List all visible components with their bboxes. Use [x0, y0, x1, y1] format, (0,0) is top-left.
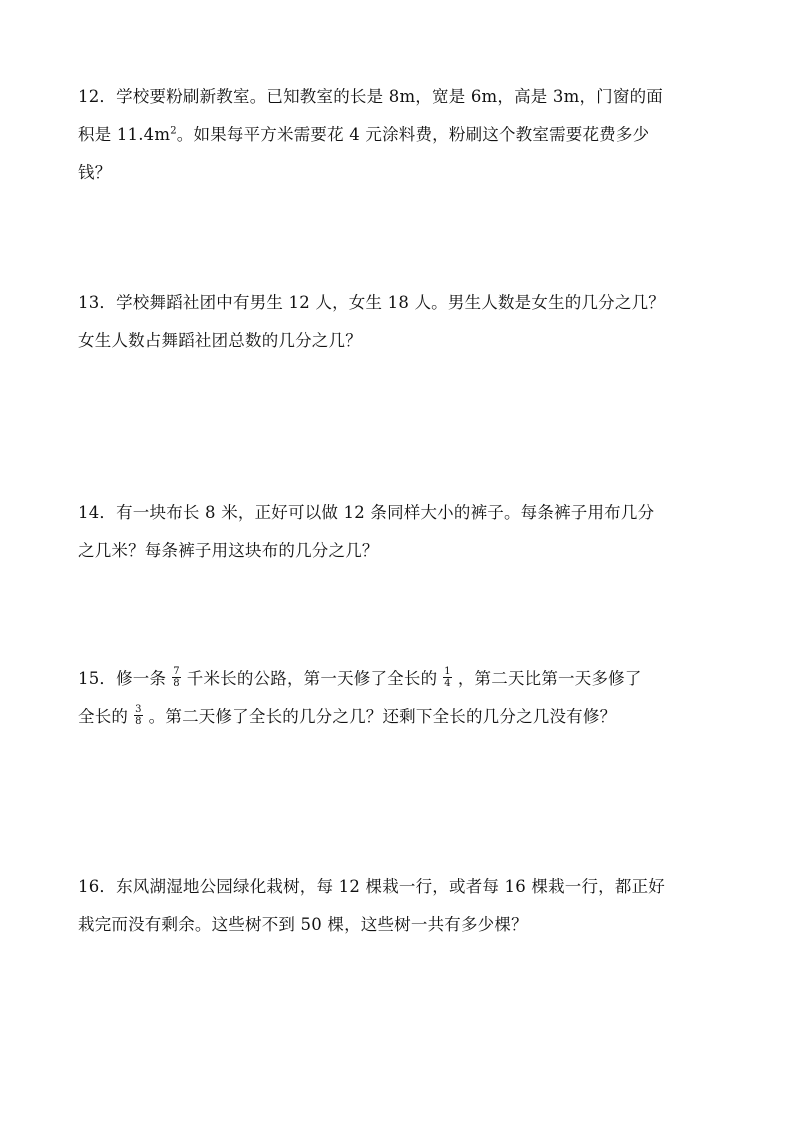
fraction-numerator: 1 — [444, 666, 451, 677]
fraction-numerator: 3 — [135, 704, 142, 715]
problem-number: 13． — [78, 293, 117, 312]
problem-text: 积是 11.4m — [78, 125, 171, 144]
problem-12-line-2 — [78, 116, 718, 154]
problem-14-line-1 — [78, 494, 718, 532]
problem-text: 女生人数占舞蹈社团总数的几分之几？ — [78, 331, 362, 350]
problem-15-line-1 — [78, 660, 718, 698]
problem-13 — [78, 284, 718, 360]
fraction-three-eighths — [134, 704, 143, 727]
problem-text: 栽完而没有剩余。这些树不到 50 棵，这些树一共有多少棵？ — [78, 915, 528, 934]
problem-number: 14． — [78, 503, 117, 522]
problem-text: 学校要粉刷新教室。已知教室的长是 8m，宽是 6m，高是 3m，门窗的面 — [116, 87, 663, 106]
problem-text: 千米长的公路，第一天修了全长的 — [186, 669, 438, 688]
problem-16 — [78, 868, 718, 944]
problem-text: 有一块布长 8 米，正好可以做 12 条同样大小的裤子。每条裤子用布几分 — [116, 503, 655, 522]
problem-text: 钱？ — [78, 163, 112, 182]
fraction-denominator: 4 — [444, 678, 451, 689]
problem-12-line-3 — [78, 154, 718, 192]
fraction-denominator: 8 — [173, 678, 180, 689]
problem-number: 12． — [78, 87, 117, 106]
problem-text: 。如果每平方米需要花 4 元涂料费，粉刷这个教室需要花费多少 — [176, 125, 650, 144]
problem-13-line-2 — [78, 322, 718, 360]
problem-16-line-1 — [78, 868, 718, 906]
problem-15-line-2 — [78, 698, 718, 736]
superscript-exponent: 2 — [170, 125, 177, 137]
problem-text: 修一条 — [116, 669, 167, 688]
problem-12-line-1 — [78, 78, 718, 116]
problem-14 — [78, 494, 718, 570]
problem-14-line-2 — [78, 532, 718, 570]
problem-text: 全长的 — [78, 707, 129, 726]
problem-text: 之几米？每条裤子用这块布的几分之几？ — [78, 541, 379, 560]
fraction-seven-eighths — [172, 666, 181, 689]
fraction-denominator: 8 — [135, 716, 142, 727]
problem-number: 16． — [78, 877, 117, 896]
problem-16-line-2 — [78, 906, 718, 944]
fraction-one-quarter — [443, 666, 452, 689]
problem-text: 。第二天修了全长的几分之几？还剩下全长的几分之几没有修？ — [148, 707, 617, 726]
problem-text: ，第二天比第一天多修了 — [457, 669, 642, 688]
problem-number: 15． — [78, 669, 117, 688]
problem-12 — [78, 78, 718, 192]
problem-text: 学校舞蹈社团中有男生 12 人，女生 18 人。男生人数是女生的几分之几？ — [116, 293, 665, 312]
problem-15 — [78, 660, 718, 736]
problem-text: 东风湖湿地公园绿化栽树，每 12 棵栽一行，或者每 16 棵栽一行，都正好 — [116, 877, 665, 896]
problem-13-line-1 — [78, 284, 718, 322]
fraction-numerator: 7 — [173, 666, 180, 677]
